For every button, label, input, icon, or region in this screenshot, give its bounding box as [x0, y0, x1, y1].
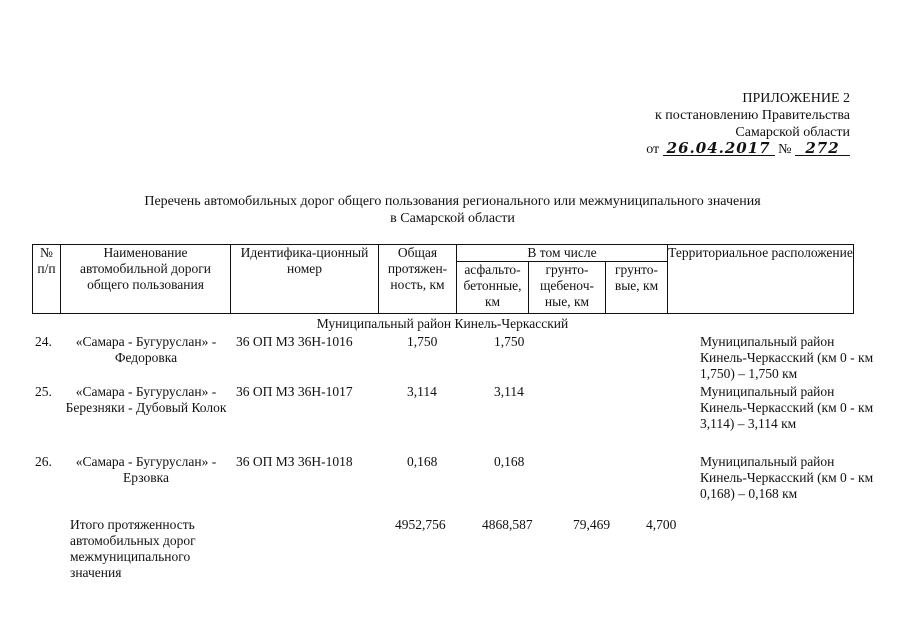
header-soil: грунто-вые, км: [606, 262, 668, 314]
row-25-id: 36 ОП МЗ 36Н-1017: [236, 384, 353, 399]
header-gravel: грунто-щебеноч-ные, км: [529, 262, 606, 314]
header-num: № п/п: [33, 245, 61, 314]
totals-label: Итого протяженность автомобильных дорог межмуниципального значения: [70, 517, 196, 580]
totals-gravel: 79,469: [573, 517, 611, 532]
document-title-line2: в Самарской области: [390, 211, 515, 226]
row-26-num: 26.: [35, 454, 52, 469]
row-24-asphalt: 1,750: [494, 334, 525, 349]
document-title: [0, 193, 905, 227]
header-name: Наименование автомобильной дороги общего пользования: [61, 245, 231, 314]
row-26-total: 0,168: [407, 454, 438, 469]
document-title-line1: Перечень автомобильных дорог общего пользования регионального или межмуниципального значения: [144, 194, 761, 209]
row-25-num: 25.: [35, 384, 52, 399]
totals-asphalt: 4868,587: [482, 517, 533, 532]
header-id: Идентифика-ционный номер: [231, 245, 379, 314]
header-territory: Территориальное расположение: [668, 245, 854, 314]
from-label: от: [646, 142, 660, 157]
row-26-territory: Муниципальный район Кинель-Черкасский (км 0 - км 0,168) – 0,168 км: [700, 454, 874, 501]
handwritten-date: 26.04.2017: [663, 141, 775, 156]
row-25-total: 3,114: [407, 384, 437, 399]
row-24-name: «Самара - Бугуруслан» - Федоровка: [75, 334, 217, 365]
appendix-date-line: [646, 141, 850, 158]
appendix-line1: к постановлению Правительства: [654, 108, 850, 123]
appendix-line2: Самарской области: [735, 125, 850, 140]
row-24-id: 36 ОП МЗ 36Н-1016: [236, 334, 353, 349]
appendix-title: ПРИЛОЖЕНИЕ 2: [742, 91, 850, 106]
row-24-num: 24.: [35, 334, 52, 349]
header-total: Общая протяжен-ность, км: [379, 245, 457, 314]
row-25-asphalt: 3,114: [494, 384, 524, 399]
header-asphalt: асфальто-бетонные, км: [457, 262, 529, 314]
header-incl: В том числе: [457, 245, 668, 262]
totals-total: 4952,756: [395, 517, 446, 532]
number-label: №: [778, 142, 792, 157]
table-header: [32, 244, 854, 314]
section-heading: Муниципальный район Кинель-Черкасский: [316, 316, 569, 331]
row-26-id: 36 ОП МЗ 36Н-1018: [236, 454, 353, 469]
row-26-name: «Самара - Бугуруслан» - Ерзовка: [75, 454, 217, 485]
totals-soil: 4,700: [646, 517, 677, 532]
row-26-asphalt: 0,168: [494, 454, 525, 469]
row-25-name: «Самара - Бугуруслан» - Березняки - Дубовый Колок: [65, 384, 227, 415]
row-24-territory: Муниципальный район Кинель-Черкасский (км 0 - км 1,750) – 1,750 км: [700, 334, 874, 381]
appendix-block: [646, 90, 850, 158]
row-24-total: 1,750: [407, 334, 438, 349]
handwritten-number: 272: [795, 141, 850, 156]
row-25-territory: Муниципальный район Кинель-Черкасский (км 0 - км 3,114) – 3,114 км: [700, 384, 874, 431]
